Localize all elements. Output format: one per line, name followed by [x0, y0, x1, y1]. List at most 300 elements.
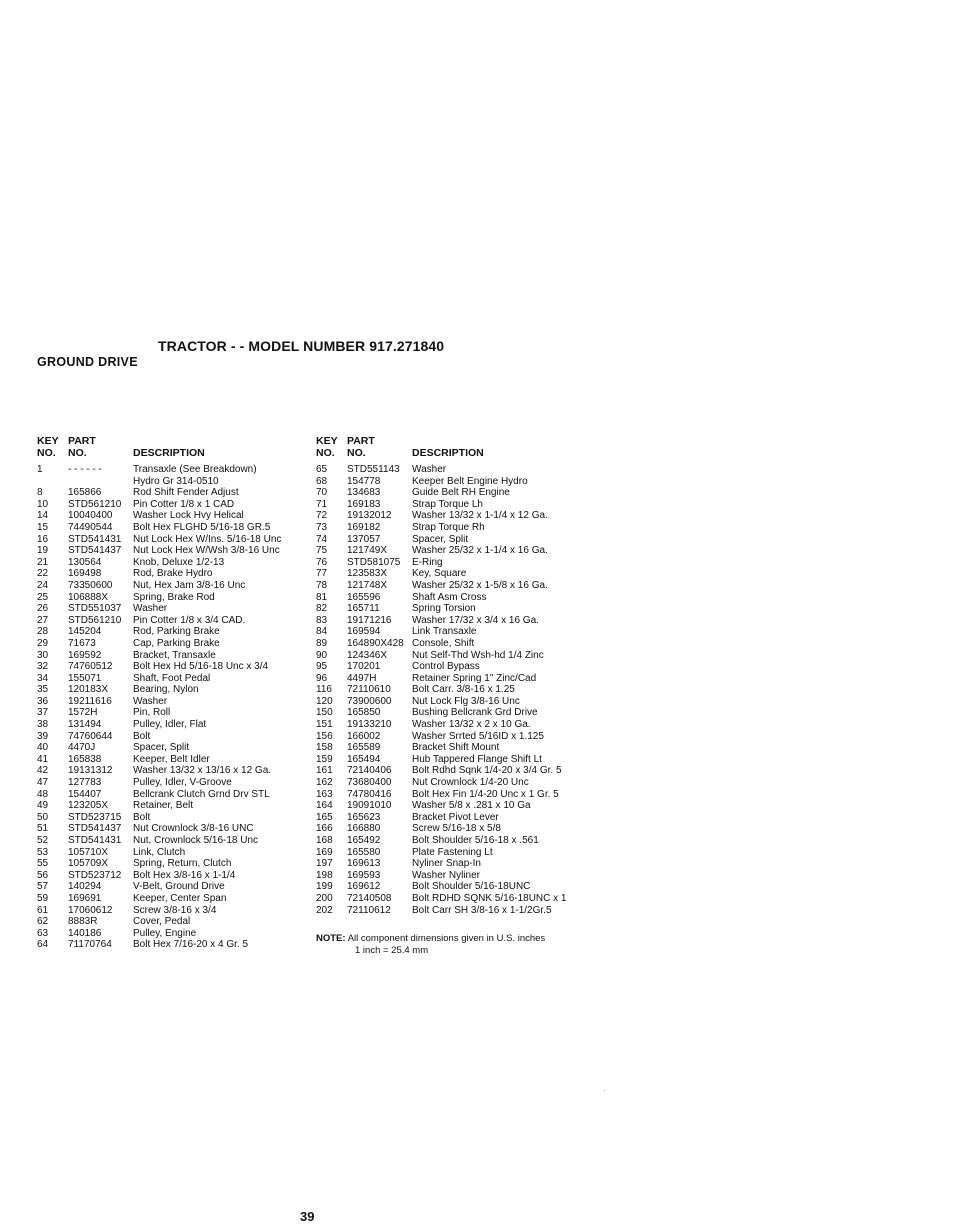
- table-row: [316, 731, 616, 743]
- key-no: 76: [316, 556, 328, 568]
- part-description: Pin, Roll: [133, 707, 171, 719]
- part-description: Pulley, Idler, V-Groove: [133, 777, 232, 789]
- key-no: 77: [316, 568, 328, 580]
- table-row: [37, 522, 337, 534]
- key-no: 19: [37, 545, 49, 557]
- key-no: 39: [37, 730, 49, 742]
- table-row: [37, 777, 337, 789]
- part-description: Cover, Pedal: [133, 916, 191, 928]
- key-no-header: NO.: [316, 447, 335, 459]
- key-no: 47: [37, 777, 49, 789]
- part-description: Washer 5/8 x .281 x 10 Ga: [412, 800, 531, 812]
- part-description: Retainer, Belt: [133, 800, 194, 812]
- part-description: Keeper, Center Span: [133, 892, 227, 904]
- table-row: [37, 684, 337, 696]
- table-row: [316, 603, 616, 615]
- part-no: 127783: [68, 777, 102, 789]
- part-no: STD523715: [68, 811, 122, 823]
- part-no: 165589: [347, 742, 381, 754]
- table-row: [37, 696, 337, 708]
- table-row: [37, 847, 337, 859]
- part-description: Nyliner Snap-In: [412, 858, 481, 870]
- part-description: Shaft, Foot Pedal: [133, 672, 211, 684]
- part-description: Spacer, Split: [133, 742, 190, 754]
- part-description: Nut, Crownlock 5/16-18 Unc: [133, 835, 259, 846]
- table-row: [316, 626, 616, 638]
- part-no: 165850: [347, 707, 381, 719]
- table-row: [37, 870, 337, 882]
- table-row: [316, 476, 616, 488]
- part-no: 19133210: [347, 719, 392, 731]
- key-no-header: NO.: [37, 447, 56, 459]
- key-no: 202: [316, 904, 333, 916]
- key-no: 82: [316, 603, 328, 615]
- part-description: Washer Lock Hvy Helical: [133, 510, 244, 522]
- dimension-note: [316, 933, 545, 956]
- part-no: STD541437: [68, 823, 122, 835]
- part-no: STD541431: [68, 533, 122, 545]
- key-no: 198: [316, 869, 333, 881]
- table-row: [316, 754, 616, 766]
- part-description: Bolt Hex 3/8-16 x 1-1/4: [133, 869, 236, 881]
- part-no: 72140406: [347, 765, 392, 777]
- part-no-header: NO.: [347, 447, 366, 459]
- part-no: STD541437: [68, 545, 122, 557]
- part-no: STD561210: [68, 614, 122, 626]
- part-no: 169612: [347, 881, 381, 893]
- table-row: [37, 939, 337, 951]
- key-no: 163: [316, 788, 333, 800]
- key-no: 24: [37, 579, 49, 591]
- table-row: [37, 835, 337, 847]
- table-row: [316, 800, 616, 812]
- part-description: Bracket Pivot Lever: [412, 811, 499, 823]
- part-no: 10040400: [68, 510, 113, 522]
- key-no: 164: [316, 800, 333, 812]
- part-description: Spacer, Split: [412, 533, 469, 545]
- part-no: 71673: [68, 637, 96, 649]
- part-description: Strap Torque Rh: [412, 521, 485, 533]
- key-header: KEY: [316, 435, 338, 447]
- part-description: Keeper Belt Engine Hydro: [412, 475, 528, 487]
- part-description: Keeper, Belt Idler: [133, 753, 210, 765]
- part-no: STD551143: [347, 464, 400, 475]
- key-no: 78: [316, 579, 328, 591]
- part-description: Screw 3/8-16 x 3/4: [133, 904, 217, 916]
- part-no: 120183X: [68, 684, 109, 696]
- part-description: Bushing Bellcrank Grd Drive: [412, 707, 538, 719]
- key-no: 83: [316, 614, 328, 626]
- table-row: [316, 661, 616, 673]
- key-no: 37: [37, 707, 49, 719]
- key-no: 65: [316, 464, 328, 475]
- key-no: 42: [37, 765, 49, 777]
- key-no: 161: [316, 765, 333, 777]
- key-no: 38: [37, 719, 49, 731]
- key-no: 75: [316, 545, 328, 557]
- key-no: 200: [316, 892, 333, 904]
- page-number: 39: [300, 1209, 315, 1224]
- note-label: NOTE:: [316, 933, 346, 944]
- part-description: Pulley, Idler, Flat: [133, 719, 207, 731]
- part-no: 130564: [68, 556, 102, 568]
- key-no: 165: [316, 811, 333, 823]
- table-row: [37, 789, 337, 801]
- part-no: 164890X428: [347, 637, 404, 649]
- part-description: Bolt Hex Hd 5/16-18 Unc x 3/4: [133, 661, 269, 673]
- part-no: 169691: [68, 892, 102, 904]
- table-row: [316, 742, 616, 754]
- part-description: Transaxle (See Breakdown): [133, 464, 257, 475]
- key-no: 22: [37, 568, 49, 580]
- table-row: [37, 568, 337, 580]
- key-no: 15: [37, 521, 49, 533]
- table-row: [316, 534, 616, 546]
- description-header: DESCRIPTION: [133, 447, 205, 459]
- table-row: [316, 673, 616, 685]
- part-no: 165623: [347, 811, 381, 823]
- table-row: [316, 684, 616, 696]
- table-row: [316, 881, 616, 893]
- part-description: Bolt: [133, 730, 151, 742]
- key-no: 48: [37, 788, 49, 800]
- part-description: Bracket, Transaxle: [133, 649, 216, 661]
- key-no: 81: [316, 591, 328, 603]
- key-no: 10: [37, 498, 49, 510]
- part-no: 165492: [347, 835, 381, 846]
- part-description: Washer Nyliner: [412, 869, 480, 881]
- key-no: 27: [37, 614, 49, 626]
- part-no: STD541431: [68, 835, 122, 846]
- key-no: 95: [316, 661, 328, 673]
- table-row: [37, 765, 337, 777]
- part-no: 137057: [347, 533, 381, 545]
- table-row: [37, 580, 337, 592]
- table-row: [316, 789, 616, 801]
- table-row: [316, 522, 616, 534]
- table-row: [37, 464, 337, 476]
- part-description: Washer 25/32 x 1-1/4 x 16 Ga.: [412, 545, 548, 557]
- part-description: Nut, Hex Jam 3/8-16 Unc: [133, 579, 246, 591]
- part-description: Rod, Parking Brake: [133, 626, 220, 638]
- table-row: [316, 765, 616, 777]
- key-no: 51: [37, 823, 49, 835]
- parts-table-right: [316, 435, 616, 916]
- key-no: 73: [316, 521, 328, 533]
- part-description: Bolt Carr. 3/8-16 x 1.25: [412, 684, 515, 696]
- key-no: 68: [316, 475, 328, 487]
- part-description: Pulley, Engine: [133, 927, 197, 939]
- key-no: 120: [316, 695, 333, 707]
- key-no: 84: [316, 626, 328, 638]
- table-row: [316, 487, 616, 499]
- key-no: 96: [316, 672, 328, 684]
- part-description: Bracket Shift Mount: [412, 742, 500, 754]
- part-description: Bolt Shoulder 5/16-18 x .561: [412, 835, 539, 846]
- part-no: 72110610: [347, 684, 391, 696]
- part-description: Bolt RDHD SQNK 5/16-18UNC x 1: [412, 892, 567, 904]
- part-description: Control Bypass: [412, 661, 480, 673]
- part-no: 73680400: [347, 777, 392, 789]
- part-description: Screw 5/16-18 x 5/8: [412, 823, 501, 835]
- part-no: 140294: [68, 881, 102, 893]
- part-no-header: NO.: [68, 447, 87, 459]
- table-row: [37, 707, 337, 719]
- part-no: 74760644: [68, 730, 113, 742]
- key-no: 71: [316, 498, 328, 510]
- part-no: 165711: [347, 603, 380, 615]
- part-no: 19211616: [68, 695, 112, 707]
- part-description: Washer 25/32 x 1-5/8 x 16 Ga.: [412, 579, 548, 591]
- part-no: 165866: [68, 487, 102, 499]
- part-description: Spring Torsion: [412, 603, 476, 615]
- part-no: 169594: [347, 626, 381, 638]
- part-description: Pin Cotter 1/8 x 1 CAD: [133, 498, 235, 510]
- key-no: 159: [316, 753, 333, 765]
- key-no: 70: [316, 487, 328, 499]
- part-description: Shaft Asm Cross: [412, 591, 487, 603]
- table-row: [37, 626, 337, 638]
- table-row: [37, 545, 337, 557]
- key-header: KEY: [37, 435, 59, 447]
- part-description: Bellcrank Clutch Grnd Drv STL: [133, 788, 270, 800]
- table-row: [37, 638, 337, 650]
- part-description: Rod Shift Fender Adjust: [133, 487, 239, 499]
- table-row: [316, 592, 616, 604]
- part-no: 17060612: [68, 904, 113, 916]
- table-row: [37, 754, 337, 766]
- part-no: STD523712: [68, 869, 122, 881]
- key-no: 55: [37, 858, 49, 870]
- table-row: [316, 557, 616, 569]
- part-description: Cap, Parking Brake: [133, 637, 220, 649]
- table-row: [37, 916, 337, 928]
- part-description: Console, Shift: [412, 637, 475, 649]
- part-no: 166002: [347, 730, 381, 742]
- table-row: [316, 870, 616, 882]
- part-no: 121749X: [347, 545, 388, 557]
- key-no: 166: [316, 823, 333, 835]
- part-no: 74780416: [347, 788, 392, 800]
- table-row: [316, 464, 616, 476]
- table-row: [316, 580, 616, 592]
- table-row: [37, 673, 337, 685]
- part-no: 131494: [68, 719, 102, 731]
- part-no: 169498: [68, 568, 102, 580]
- part-description: Bolt: [133, 811, 151, 823]
- table-row: [37, 603, 337, 615]
- key-no: 162: [316, 777, 333, 789]
- part-no: 123583X: [347, 568, 388, 580]
- part-no: 165596: [347, 591, 381, 603]
- part-no: 165580: [347, 846, 381, 858]
- part-no: 155071: [68, 672, 102, 684]
- part-description: Link Transaxle: [412, 626, 477, 638]
- part-description: Pin Cotter 1/8 x 3/4 CAD.: [133, 614, 246, 626]
- part-description: Bearing, Nylon: [133, 684, 199, 696]
- part-no: STD581075: [347, 556, 401, 568]
- key-no: 1: [37, 464, 43, 475]
- part-description: E-Ring: [412, 556, 443, 568]
- table-row: [316, 823, 616, 835]
- key-no: 168: [316, 835, 333, 846]
- key-no: 90: [316, 649, 328, 661]
- key-no: 61: [37, 904, 49, 916]
- part-description: V-Belt, Ground Drive: [133, 881, 225, 893]
- part-no: 4497H: [347, 672, 377, 684]
- key-no: 59: [37, 892, 49, 904]
- part-no: 71170764: [68, 939, 112, 951]
- part-no: 8883R: [68, 916, 98, 928]
- part-no: 169593: [347, 869, 381, 881]
- key-no: 49: [37, 800, 49, 812]
- part-description: Hub Tappered Flange Shift Lt: [412, 753, 542, 765]
- key-no: 50: [37, 811, 49, 823]
- key-no: 40: [37, 742, 49, 754]
- key-no: 72: [316, 510, 328, 522]
- part-no: 154407: [68, 788, 102, 800]
- table-row: [37, 534, 337, 546]
- part-description: Plate Fastening Lt: [412, 846, 493, 858]
- table-row: [316, 696, 616, 708]
- table-row: [37, 881, 337, 893]
- key-no: 21: [37, 556, 49, 568]
- table-row: [37, 615, 337, 627]
- table-row: [37, 476, 337, 488]
- part-no: 169613: [347, 858, 381, 870]
- note-conversion: 1 inch = 25.4 mm: [355, 944, 429, 956]
- parts-table-left: [37, 435, 337, 951]
- part-no: 72110612: [347, 904, 391, 916]
- key-no: 8: [37, 487, 43, 499]
- table-row: [316, 777, 616, 789]
- part-description: Nut Lock Hex W/Wsh 3/8-16 Unc: [133, 545, 280, 557]
- table-header: [37, 435, 337, 459]
- table-row: [316, 893, 616, 905]
- part-no: 145204: [68, 626, 102, 638]
- part-description: Bolt Shoulder 5/16-18UNC: [412, 881, 531, 893]
- part-no: 166880: [347, 823, 381, 835]
- part-header: PART: [347, 435, 375, 447]
- part-no: - - - - - -: [68, 464, 102, 475]
- table-row: [37, 731, 337, 743]
- key-no: 25: [37, 591, 49, 603]
- part-description: Link, Clutch: [133, 846, 186, 858]
- table-row: [37, 592, 337, 604]
- key-no: 199: [316, 881, 333, 893]
- table-row: [37, 928, 337, 940]
- table-row: [37, 487, 337, 499]
- part-no: 73350600: [68, 579, 113, 591]
- part-no: 72140508: [347, 892, 392, 904]
- key-no: 26: [37, 603, 49, 615]
- key-no: 29: [37, 637, 49, 649]
- part-no: 169183: [347, 498, 381, 510]
- table-row: [316, 858, 616, 870]
- part-description: Bolt Carr SH 3/8-16 x 1-1/2Gr.5: [412, 904, 552, 916]
- part-description: Guide Belt RH Engine: [412, 487, 510, 499]
- part-no: 19091010: [347, 800, 392, 812]
- part-no: 105709X: [68, 858, 109, 870]
- section-title: GROUND DRIVE: [37, 355, 138, 369]
- key-no: 35: [37, 684, 49, 696]
- key-no: 156: [316, 730, 333, 742]
- part-description: Nut Lock Hex W/Ins. 5/16-18 Unc: [133, 533, 282, 545]
- table-row: [37, 510, 337, 522]
- table-row: [316, 499, 616, 511]
- part-no: 19171216: [347, 614, 392, 626]
- key-no: 57: [37, 881, 49, 893]
- part-no: 170201: [347, 661, 381, 673]
- key-no: 28: [37, 626, 49, 638]
- part-no: STD561210: [68, 498, 122, 510]
- key-no: 16: [37, 533, 49, 545]
- table-row: [37, 742, 337, 754]
- table-row: [316, 638, 616, 650]
- part-no: 73900600: [347, 695, 392, 707]
- part-no: 154778: [347, 475, 381, 487]
- part-description: Bolt Hex FLGHD 5/16-18 GR.5: [133, 521, 271, 533]
- part-description: Rod, Brake Hydro: [133, 568, 213, 580]
- table-row: [316, 812, 616, 824]
- scan-speck: [604, 1090, 605, 1091]
- part-no: 74760512: [68, 661, 113, 673]
- key-no: 151: [316, 719, 333, 731]
- table-row: [316, 510, 616, 522]
- part-description: Hydro Gr 314-0510: [133, 475, 219, 487]
- part-description: Washer Srrted 5/16ID x 1.125: [412, 730, 544, 742]
- key-no: 64: [37, 939, 49, 951]
- table-row: [316, 650, 616, 662]
- part-description: Washer: [412, 464, 447, 475]
- part-no: 123205X: [68, 800, 109, 812]
- note-text: All component dimensions given in U.S. inches: [347, 933, 546, 944]
- table-row: [37, 557, 337, 569]
- parts-list: [37, 464, 337, 951]
- part-no: 106888X: [68, 591, 109, 603]
- key-no: 89: [316, 637, 328, 649]
- key-no: 116: [316, 684, 332, 696]
- part-description: Nut Lock Flg 3/8-16 Unc: [412, 695, 520, 707]
- part-no: 19132012: [347, 510, 392, 522]
- part-description: Washer 13/32 x 2 x 10 Ga.: [412, 719, 531, 731]
- part-no: 4470J: [68, 742, 96, 754]
- description-header: DESCRIPTION: [412, 447, 484, 459]
- part-no: 134683: [347, 487, 381, 499]
- part-description: Washer: [133, 603, 168, 615]
- part-header: PART: [68, 435, 96, 447]
- part-description: Bolt Hex 7/16-20 x 4 Gr. 5: [133, 939, 249, 951]
- part-description: Spring, Brake Rod: [133, 591, 215, 603]
- table-row: [37, 800, 337, 812]
- table-row: [316, 835, 616, 847]
- key-no: 56: [37, 869, 49, 881]
- table-row: [37, 650, 337, 662]
- key-no: 32: [37, 661, 49, 673]
- part-description: Nut Crownlock 1/4-20 Unc: [412, 777, 529, 789]
- table-row: [37, 661, 337, 673]
- key-no: 74: [316, 533, 328, 545]
- part-no: 165494: [347, 753, 381, 765]
- table-row: [316, 719, 616, 731]
- part-no: 105710X: [68, 846, 109, 858]
- table-row: [316, 545, 616, 557]
- part-description: Washer: [133, 695, 168, 707]
- page-title: TRACTOR - - MODEL NUMBER 917.271840: [158, 338, 445, 354]
- part-description: Nut Crownlock 3/8-16 UNC: [133, 823, 254, 835]
- part-description: Retainer Spring 1" Zinc/Cad: [412, 672, 537, 684]
- key-no: 52: [37, 835, 49, 846]
